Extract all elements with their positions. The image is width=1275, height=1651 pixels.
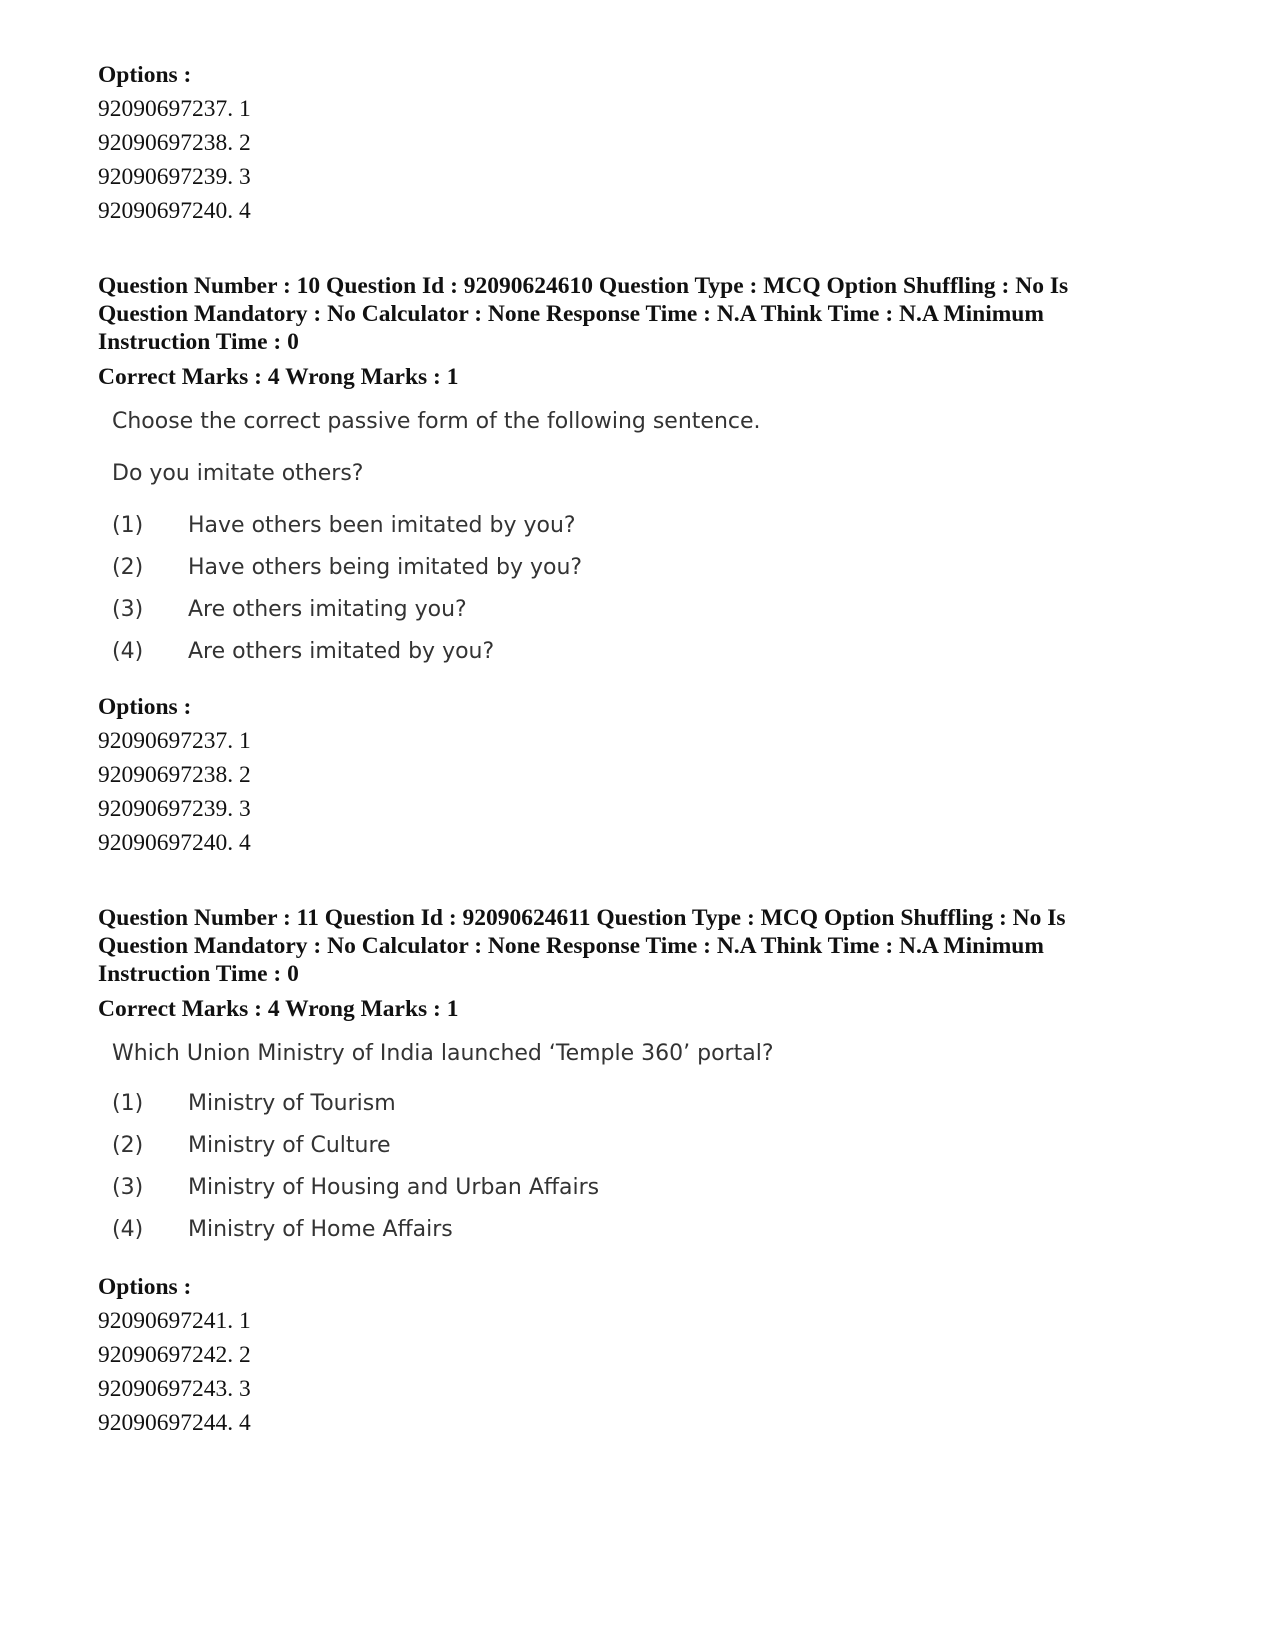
options-block-prev (98, 58, 1198, 228)
choice-number: (4) (112, 1217, 144, 1242)
question-prompt: Choose the correct passive form of the following sentence. (112, 409, 761, 434)
choice-number: (1) (112, 513, 144, 538)
question-body (112, 408, 1198, 666)
choice-text: Ministry of Tourism (188, 1091, 396, 1116)
question-header: Question Number : 11 Question Id : 92090624611 Question Type : MCQ Option Shuffling : No Is Question Mandatory : No Calculator : None Response Time : N.A Think Time : N.A Minimum Instruction Time : 0 (98, 905, 1066, 987)
question-marks: Correct Marks : 4 Wrong Marks : 1 (98, 996, 459, 1022)
option-id: 92090697238. 2 (98, 762, 251, 788)
document-page (98, 58, 1198, 1440)
options-label: Options : (98, 1274, 192, 1300)
choice-text: Have others been imitated by you? (188, 513, 576, 538)
question-header: Question Number : 10 Question Id : 92090624610 Question Type : MCQ Option Shuffling : No Is Question Mandatory : No Calculator : None Response Time : N.A Think Time : N.A Minimum Instruction Time : 0 (98, 273, 1069, 355)
question-sub-prompt: Do you imitate others? (112, 461, 364, 486)
choice-number: (4) (112, 639, 144, 664)
question-body (112, 1040, 1198, 1244)
choice-1 (112, 512, 1198, 540)
option-id: 92090697237. 1 (98, 728, 251, 754)
choice-text: Ministry of Culture (188, 1133, 391, 1158)
choice-text: Are others imitating you? (188, 597, 467, 622)
choice-2 (112, 554, 1198, 582)
choice-1 (112, 1090, 1198, 1118)
option-id: 92090697239. 3 (98, 796, 251, 822)
choice-number: (3) (112, 1175, 144, 1200)
choice-text: Are others imitated by you? (188, 639, 495, 664)
options-block (98, 1270, 1198, 1440)
choice-4 (112, 638, 1198, 666)
option-id: 92090697240. 4 (98, 830, 251, 856)
options-block (98, 690, 1198, 860)
choice-text: Ministry of Home Affairs (188, 1217, 453, 1242)
options-label: Options : (98, 694, 192, 720)
option-id: 92090697241. 1 (98, 1308, 251, 1334)
choice-4 (112, 1216, 1198, 1244)
choice-3 (112, 596, 1198, 624)
choice-number: (3) (112, 597, 144, 622)
question-11 (98, 904, 1198, 1440)
choice-number: (2) (112, 1133, 144, 1158)
choice-3 (112, 1174, 1198, 1202)
question-10 (98, 272, 1198, 860)
option-id: 92090697239. 3 (98, 164, 251, 190)
option-id: 92090697238. 2 (98, 130, 251, 156)
choice-text: Have others being imitated by you? (188, 555, 583, 580)
option-id: 92090697242. 2 (98, 1342, 251, 1368)
question-marks: Correct Marks : 4 Wrong Marks : 1 (98, 364, 459, 390)
choice-number: (2) (112, 555, 144, 580)
question-prompt: Which Union Ministry of India launched ‘Temple 360’ portal? (112, 1041, 774, 1066)
options-label: Options : (98, 62, 192, 88)
option-id: 92090697244. 4 (98, 1410, 251, 1436)
option-id: 92090697237. 1 (98, 96, 251, 122)
choice-text: Ministry of Housing and Urban Affairs (188, 1175, 600, 1200)
choice-2 (112, 1132, 1198, 1160)
option-id: 92090697243. 3 (98, 1376, 251, 1402)
choice-number: (1) (112, 1091, 144, 1116)
option-id: 92090697240. 4 (98, 198, 251, 224)
